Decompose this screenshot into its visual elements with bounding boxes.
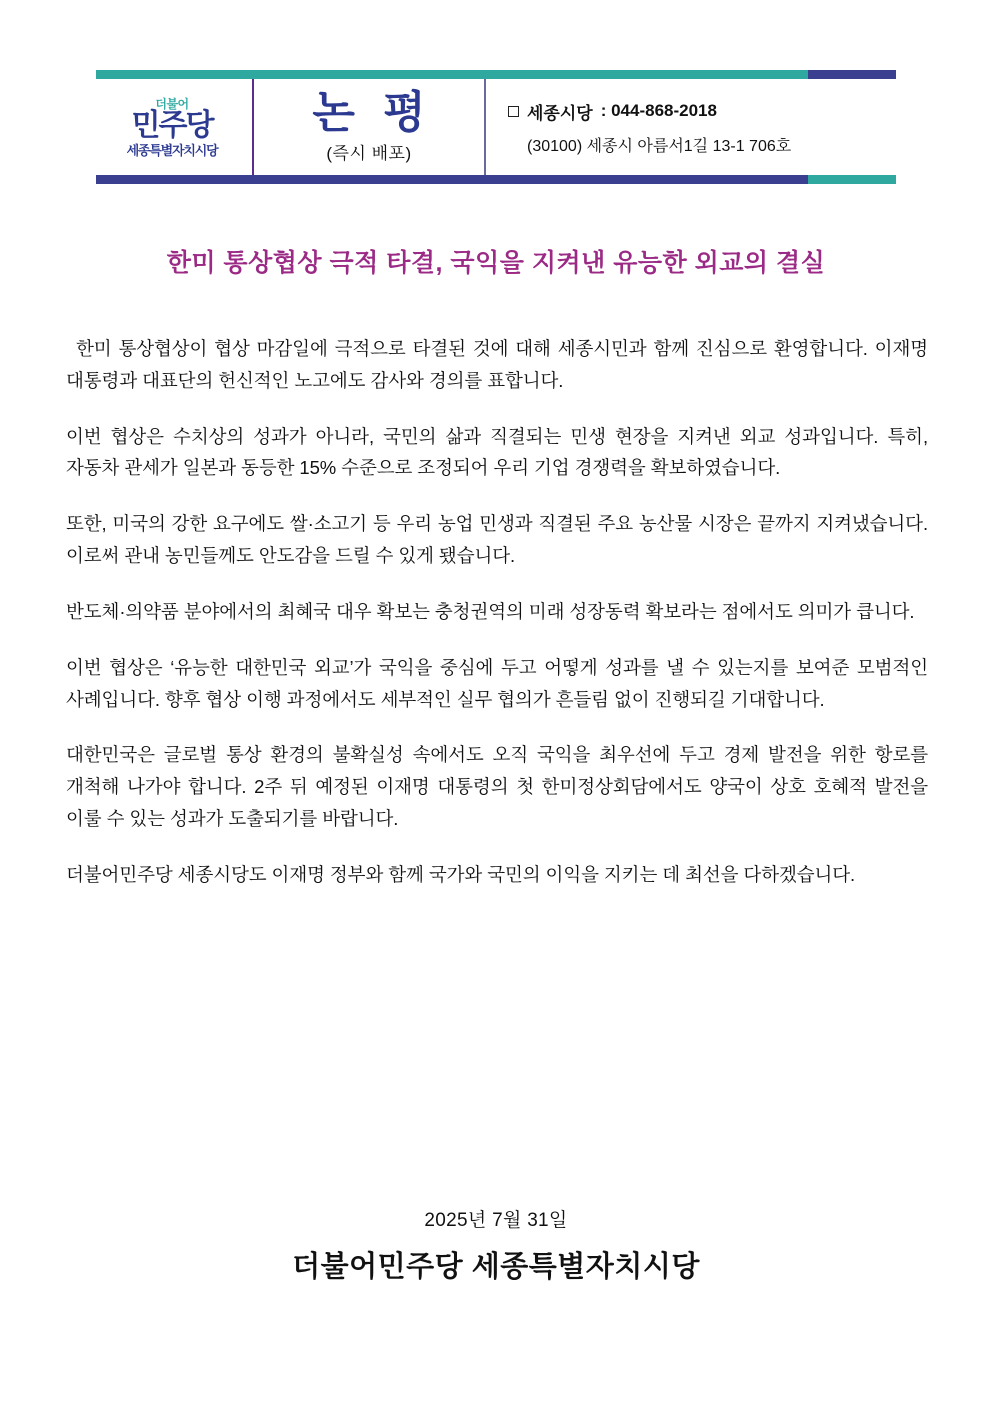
body-paragraph: 반도체·의약품 분야에서의 최혜국 대우 확보는 충청권역의 미래 성장동력 확보라는 점에서도 의미가 큽니다.: [66, 600, 915, 622]
letterhead-content: [96, 79, 896, 175]
party-logo-main-text: 민주당: [131, 108, 213, 142]
contact-phone: : 044-868-2018: [600, 101, 717, 120]
document-type-note: (즉시 배포): [326, 143, 412, 163]
page-title: 한미 통상협상 극적 타결, 국익을 지켜낸 유능한 외교의 결실: [166, 249, 826, 277]
contact-address: (30100) 세종시 아름서1길 13-1 706호: [527, 137, 792, 155]
document-footer: [0, 1205, 992, 1285]
contact-block: [486, 79, 896, 175]
contact-office-line: [508, 99, 896, 124]
bottom-rule-teal-segment: [808, 175, 896, 184]
document-body: [66, 333, 928, 915]
body-paragraph: 한미 통상협상이 협상 마감일에 극적으로 타결된 것에 대해 세종시민과 함께 진심으로 환영합니다. 이재명 대통령과 대표단의 헌신적인 노고에도 감사와 경의를 표합니다.: [66, 338, 928, 391]
document-type-title: 논 평: [312, 88, 434, 138]
body-paragraph: 이번 협상은 ‘유능한 대한민국 외교’가 국익을 중심에 두고 어떻게 성과를 낼 수 있는지를 보여준 모범적인 사례입니다. 향후 협상 이행 과정에서도 세부적인 실무 협의가 흔들림 없이 진행되길 기대합니다.: [66, 656, 928, 710]
bottom-rule-navy-segment: [96, 175, 808, 184]
letterhead-top-rule: [96, 70, 896, 79]
body-paragraph: 더불어민주당 세종시당도 이재명 정부와 함께 국가와 국민의 이익을 지키는 데 최선을 다하겠습니다.: [66, 863, 856, 885]
party-logo: [96, 79, 254, 175]
body-paragraph: 또한, 미국의 강한 요구에도 쌀·소고기 등 우리 농업 민생과 직결된 주요 농산물 시장은 끝까지 지켜냈습니다. 이로써 관내 농민들께도 안도감을 드릴 수 있게 됐습니다.: [66, 513, 928, 567]
top-rule-navy-segment: [808, 70, 896, 79]
footer-organization: 더불어민주당 세종특별자치시당: [292, 1251, 700, 1283]
body-paragraph: 이번 협상은 수치상의 성과가 아니라, 국민의 삶과 직결되는 민생 현장을 지켜낸 외교 성과입니다. 특히, 자동차 관세가 일본과 동등한 15% 수준으로 조정되어 우리 기업 경쟁력을 확보하였습니다.: [66, 425, 928, 479]
party-logo-pre-text: 더불어: [155, 96, 189, 111]
contact-office-label: 세종시당: [527, 103, 593, 123]
party-logo-sub-text: 세종특별자치시당: [126, 142, 218, 158]
letterhead-bottom-rule: [96, 175, 896, 184]
document-type-block: [254, 79, 486, 175]
body-paragraph: 대한민국은 글로벌 통상 환경의 불확실성 속에서도 오직 국익을 최우선에 두고 경제 발전을 위한 항로를 개척해 나가야 합니다. 2주 뒤 예정된 이재명 대통령의 첫 한미정상회담에서도 양국이 상호 호혜적 발전을 이룰 수 있는 성과가 도출되기를 바랍니다.: [66, 744, 928, 829]
square-bullet-icon: [508, 106, 519, 117]
letterhead: [96, 70, 896, 184]
footer-date: 2025년 7월 31일: [424, 1210, 568, 1231]
top-rule-teal-segment: [96, 70, 808, 79]
